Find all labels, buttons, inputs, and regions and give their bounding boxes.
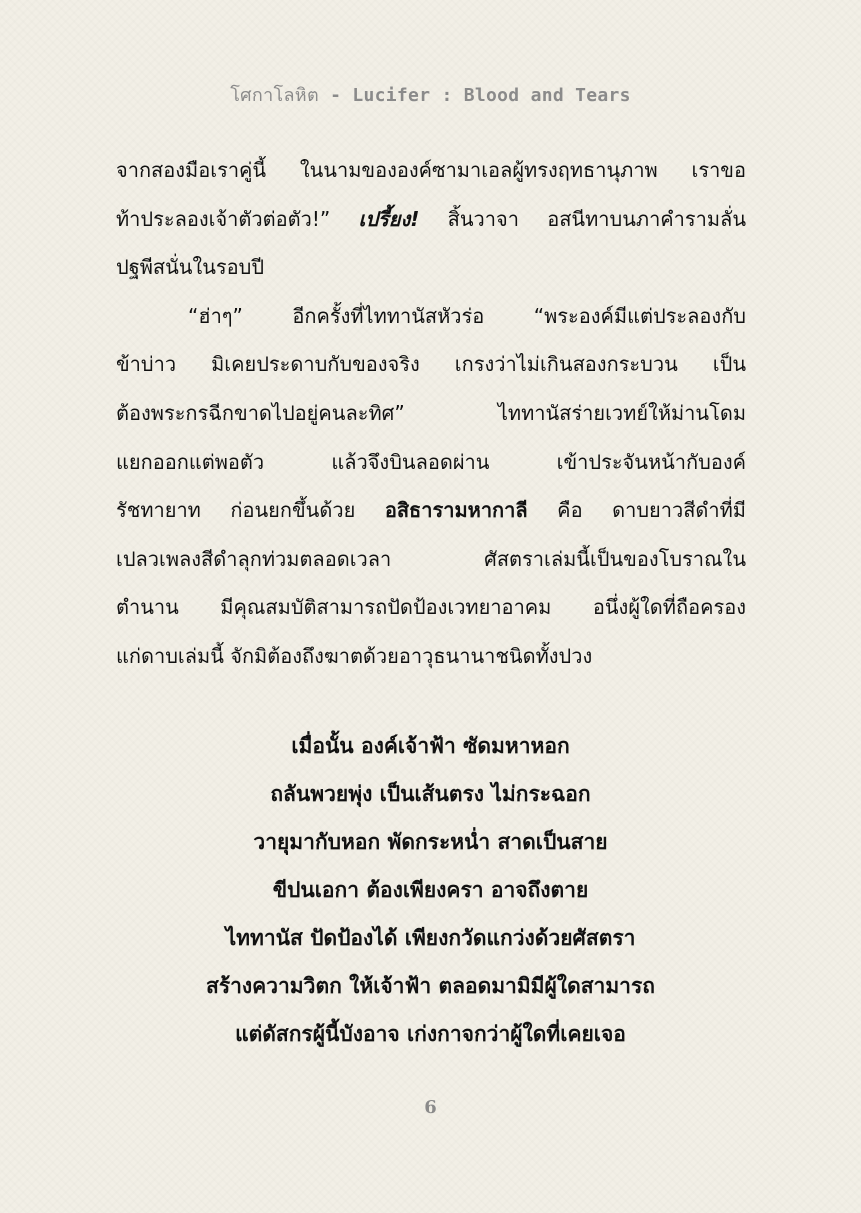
paragraph-2-line-5 [116, 486, 746, 535]
paragraph-2-line-3: ต้องพระกรฉีกขาดไปอยู่คนละทิศ” ไททานัสร่ายเวทย์ให้ม่านโดม [116, 400, 746, 425]
paragraph-2-line-1: “ฮ่าๆ” อีกครั้งที่ไททานัสหัวร่อ “พระองค์มีแต่ประลองกับ [188, 303, 746, 328]
page-number: 6 [424, 1097, 437, 1118]
running-header [0, 80, 861, 109]
sound-effect-text: เปรี้ยง! [358, 206, 420, 231]
sword-name-text: อสิธารามหากาลี [384, 498, 528, 523]
poem-line-2: ถลันพวยพุ่ง เป็นเส้นตรง ไม่กระฉอก [270, 782, 591, 806]
poem-line-5: ไททานัส ปัดป้องได้ เพียงกวัดแกว่งด้วยศัสตรา [225, 926, 636, 950]
poem-line-1: เมื่อนั้น องค์เจ้าฟ้า ซัดมหาหอก [291, 734, 570, 758]
paragraph-1-line-3: ปฐพีสนั่นในรอบปี [116, 255, 265, 280]
poem-line-6: สร้างความวิตก ให้เจ้าฟ้า ตลอดมามิมีผู้ใดสามารถ [206, 974, 655, 998]
poem-line-3: วายุมากับหอก พัดกระหน่ำ สาดเป็นสาย [253, 830, 608, 854]
paragraph-1-line-1: จากสองมือเราคู่นี้ ในนามขององค์ซามาเอลผู้ทรงฤทธานุภาพ เราขอ [116, 158, 746, 182]
paragraph-2-line-4: แยกออกแต่พอตัว แล้วจึงบินลอดผ่าน เข้าประจันหน้ากับองค์ [116, 449, 746, 474]
poem-line-7: แต่ดัสกรผู้นี้บังอาจ เก่งกาจกว่าผู้ใดที่เคยเจอ [235, 1022, 626, 1046]
poem-line-4: ขีปนเอกา ต้องเพียงครา อาจถึงตาย [272, 878, 589, 902]
header-separator: - [318, 85, 353, 106]
header-title-thai: โศกาโลหิต [230, 85, 319, 106]
dialogue-text: ท้าประลองเจ้าตัวต่อตัว!” [116, 206, 359, 231]
narration-text: คือ ดาบยาวสีดำที่มี [527, 498, 746, 523]
header-title-english: Lucifer : Blood and Tears [352, 85, 631, 106]
poem-verse [0, 722, 861, 1058]
paragraph-2-line-8: แก่ดาบเล่มนี้ จักมิต้องถึงฆาตด้วยอาวุธนานาชนิดทั้งปวง [116, 643, 593, 668]
body-text [116, 146, 746, 681]
paragraph-2-line-7: ตำนาน มีคุณสมบัติสามารถปัดป้องเวทยาอาคม อนึ่งผู้ใดที่ถือครอง [116, 595, 746, 620]
paragraph-2-line-2: ข้าบ่าว มิเคยประดาบกับของจริง เกรงว่าไม่เกินสองกระบวน เป็น [116, 352, 746, 377]
paragraph-2-line-6: เปลวเพลงสีดำลุกท่วมตลอดเวลา ศัสตราเล่มนี้เป็นของโบราณใน [116, 546, 746, 571]
narration-text: สิ้นวาจา อสนีทาบนภาคำรามลั่น [419, 206, 746, 231]
paragraph-1-line-2 [116, 195, 746, 244]
narration-text: รัชทายาท ก่อนยกขึ้นด้วย [116, 498, 385, 523]
